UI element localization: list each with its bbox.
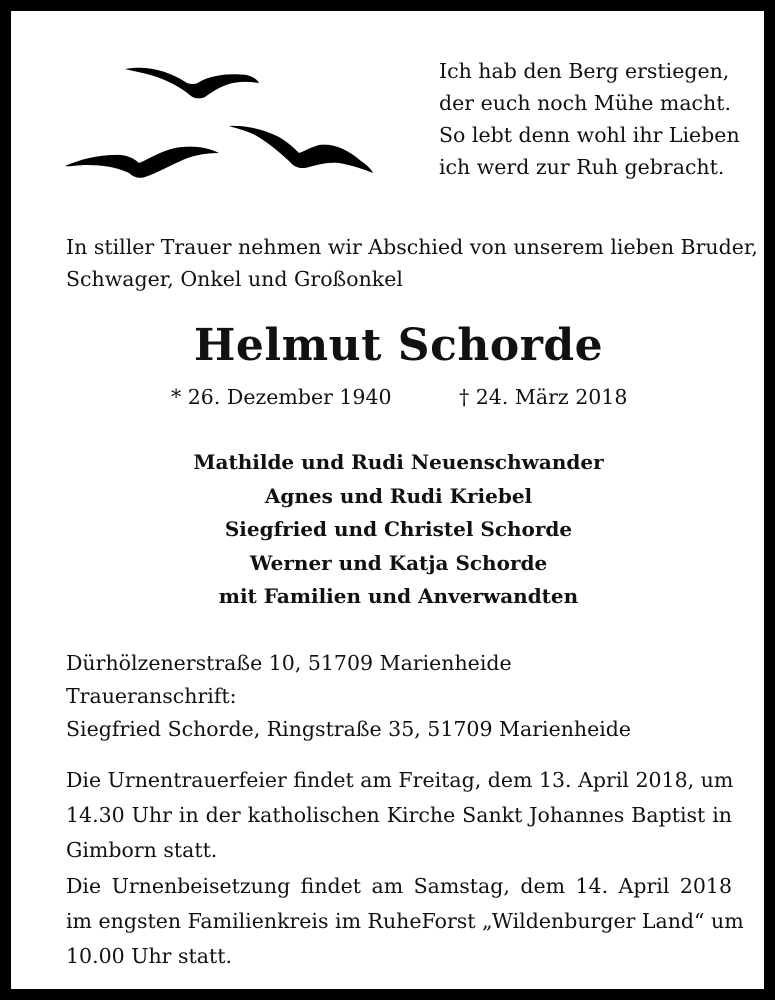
death-date: † 24. März 2018 xyxy=(459,385,628,409)
bird-silhouette-icon xyxy=(125,68,259,99)
mourning-address: Siegfried Schorde, Ringstraße 35, 51709 Marienheide xyxy=(66,717,632,741)
ceremony-line: Die Urnentrauerfeier findet am Freitag, dem 13. April 2018, um xyxy=(66,768,734,792)
address-block xyxy=(66,647,736,746)
poem-line: Ich hab den Berg erstiegen, xyxy=(439,59,730,83)
birth-date: * 26. Dezember 1940 xyxy=(171,385,392,409)
intro-line: Schwager, Onkel und Großonkel xyxy=(66,267,403,291)
bird-silhouette-icon xyxy=(65,147,219,178)
mourners-list xyxy=(11,446,775,614)
deceased-name: Helmut Schorde xyxy=(193,320,604,371)
ceremony-line: 14.30 Uhr in der katholischen Kirche Sankt Johannes Baptist in xyxy=(66,803,732,827)
mourner-line: Werner und Katja Schorde xyxy=(249,550,548,575)
mourner-line: Agnes und Rudi Kriebel xyxy=(264,483,533,508)
poem-line: ich werd zur Ruh gebracht. xyxy=(439,155,725,179)
burial-line: im engsten Familienkreis im RuheForst „Wildenburger Land“ um xyxy=(66,909,744,933)
mourning-address-label: Traueranschrift: xyxy=(66,684,237,708)
home-address: Dürhölzenerstraße 10, 51709 Marienheide xyxy=(66,651,512,675)
mourner-line: Mathilde und Rudi Neuenschwander xyxy=(193,450,604,474)
intro-line: In stiller Trauer nehmen wir Abschied von unserem lieben Bruder, xyxy=(66,235,758,259)
burial-line: Die Urnenbeisetzung findet am Samstag, dem 14. April 2018 xyxy=(66,874,732,898)
bird-silhouette-icon xyxy=(229,126,373,173)
poem-line: So lebt denn wohl ihr Lieben xyxy=(439,123,740,147)
poem-line: der euch noch Mühe macht. xyxy=(439,91,731,115)
ceremony-line: Gimborn statt. xyxy=(66,838,218,862)
birds-graphic xyxy=(57,51,387,191)
ceremony-paragraph xyxy=(66,763,732,868)
burial-paragraph xyxy=(66,869,744,974)
burial-line: 10.00 Uhr statt. xyxy=(66,944,232,968)
poem-verse xyxy=(439,55,759,183)
mourner-line: Siegfried und Christel Schorde xyxy=(224,517,573,541)
intro-text xyxy=(66,231,758,295)
birds-illustration xyxy=(57,51,387,191)
mourner-line: mit Familien und Anverwandten xyxy=(218,584,579,608)
life-dates xyxy=(11,381,775,413)
